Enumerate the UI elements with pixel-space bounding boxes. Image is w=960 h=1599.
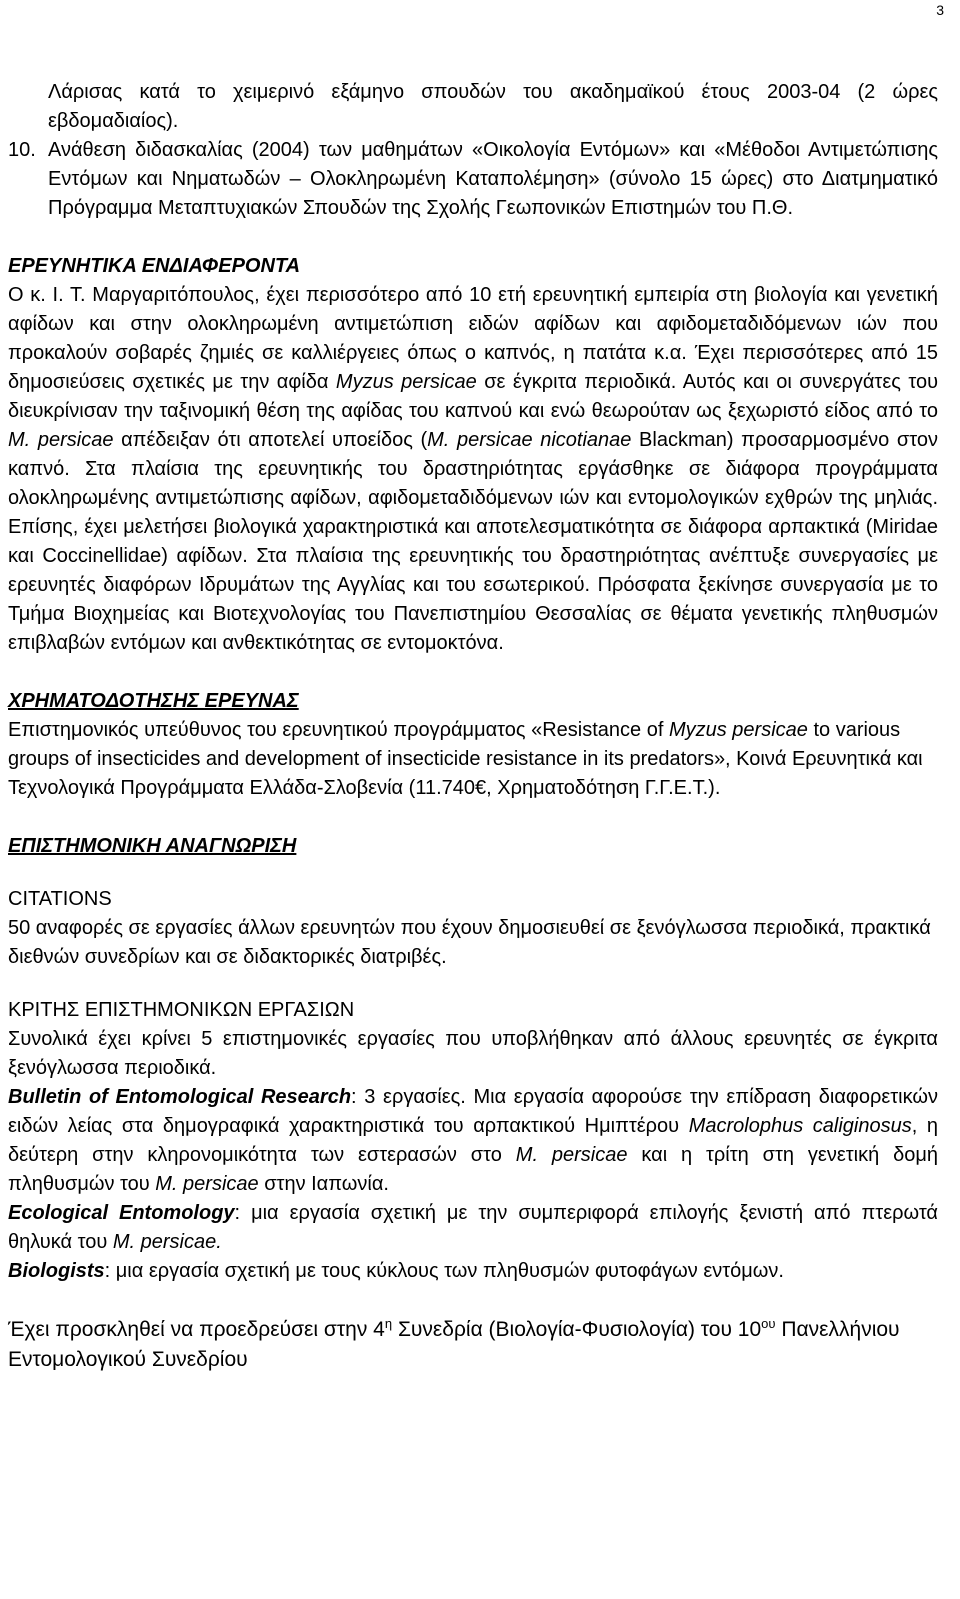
research-text-2: σε έγκριτα περιοδικά. Αυτός και οι συνεργάτες του διευκρίνισαν την ταξινομική θέση της αφίδας του καπνού και ενώ θεωρούταν ως ξεχωριστό είδος από το bbox=[8, 371, 939, 422]
page-number: 3 bbox=[936, 2, 944, 18]
list-item-number: 10. bbox=[8, 139, 36, 161]
species-name: M. persicae bbox=[8, 429, 114, 451]
journal-entry-bio bbox=[8, 1257, 938, 1286]
journal-text: , η δεύτερη στην κληρονομικότητα των εστερασών στο bbox=[8, 1115, 938, 1166]
research-text-3: απέδειξαν ότι αποτελεί υποείδος ( bbox=[121, 429, 428, 451]
invitation-text-2: Συνεδρία (Βιολογία-Φυσιολογία) του 10 bbox=[397, 1318, 762, 1341]
journal-name: Bulletin of Entomological Research bbox=[8, 1086, 352, 1108]
superscript: ου bbox=[761, 1316, 776, 1331]
invitation-text-1: Έχει προσκληθεί να προεδρεύσει στην 4 bbox=[8, 1318, 385, 1341]
journal-entry-ber bbox=[8, 1083, 938, 1199]
funding-heading: ΧΡΗΜΑΤΟΔΟΤΗΣΗΣ ΕΡΕΥΝΑΣ bbox=[8, 690, 299, 712]
journal-text: και η τρίτη στη γενετική δομή πληθυσμών του bbox=[8, 1144, 938, 1195]
species-name: M. persicae. bbox=[112, 1231, 222, 1253]
journal-text: στην Ιαπωνία. bbox=[264, 1173, 389, 1195]
document-body bbox=[8, 78, 938, 1375]
reviewer-heading: ΚΡΙΤΗΣ ΕΠΙΣΤΗΜΟΝΙΚΩΝ ΕΡΓΑΣΙΩΝ bbox=[8, 999, 355, 1021]
species-name: Macrolophus caliginosus bbox=[688, 1115, 912, 1137]
species-name: M. persicae nicotianae bbox=[427, 429, 632, 451]
research-paragraph bbox=[8, 281, 938, 658]
journal-name: Ecological Entomology bbox=[8, 1202, 235, 1224]
journal-text: : μια εργασία σχετική με τους κύκλους των πληθυσμών φυτοφάγων εντόμων. bbox=[104, 1260, 784, 1282]
invitation-text-3: Πανελλήνιου Εντομολογικού Συνεδρίου bbox=[8, 1318, 900, 1371]
journal-name: Biologists bbox=[8, 1260, 105, 1282]
reviewer-paragraph: Συνολικά έχει κρίνει 5 επιστημονικές εργασίες που υποβλήθηκαν από άλλους ερευνητές σε έγκριτα ξενόγλωσσα περιοδικά. bbox=[8, 1028, 938, 1079]
species-name: Myzus persicae bbox=[668, 719, 808, 741]
recognition-heading: ΕΠΙΣΤΗΜΟΝΙΚΗ ΑΝΑΓΝΩΡΙΣΗ bbox=[8, 835, 297, 857]
journal-entry-eco bbox=[8, 1199, 938, 1257]
list-item-10 bbox=[8, 136, 938, 223]
research-text-1: Ο κ. Ι. Τ. Μαργαριτόπουλος, έχει περισσότερο από 10 ετή ερευνητική εμπειρία στη βιολογία και γενετική αφίδων και στην ολοκληρωμένη αντιμετώπιση ειδών αφίδων και αφιδομεταδιδόμενων ιών που προκαλούν σοβαρές ζημιές σε καλλιέργειες όπως ο καπνός, η πατάτα κ.α. Έχει περισσότερες από 15 δημοσιεύσεις σχετικές με την αφίδα bbox=[8, 284, 938, 393]
research-heading: ΕΡΕΥΝΗΤΙΚΑ ΕΝΔΙΑΦΕΡΟΝΤΑ bbox=[8, 255, 301, 277]
species-name: M. persicae bbox=[155, 1173, 259, 1195]
funding-paragraph bbox=[8, 716, 938, 803]
citations-paragraph: 50 αναφορές σε εργασίες άλλων ερευνητών που έχουν δημοσιευθεί σε ξενόγλωσσα περιοδικά, πρακτικά διεθνών συνεδρίων και σε διδακτορικές διατριβές. bbox=[8, 917, 931, 968]
citations-heading: CITATIONS bbox=[8, 888, 112, 910]
funding-text-2: to various groups of insecticides and development of insecticide resistance in its predators», Κοινά Ερευνητικά και Τεχνολογικά Προγράμματα Ελλάδα-Σλοβενία (11.740€, Χρηματοδότηση Γ.Γ.Ε.Τ.). bbox=[8, 719, 923, 799]
species-name: Myzus persicae bbox=[335, 371, 477, 393]
funding-text-1: Επιστημονικός υπεύθυνος του ερευνητικού προγράμματος «Resistance of bbox=[8, 719, 664, 741]
superscript: η bbox=[384, 1316, 393, 1331]
species-name: M. persicae bbox=[515, 1144, 628, 1166]
list-item-text: Ανάθεση διδασκαλίας (2004) των μαθημάτων «Οικολογία Εντόμων» και «Μέθοδοι Αντιμετώπισης Εντόμων και Νηματωδών – Ολοκληρωμένη Καταπολέμηση» (σύνολο 15 ώρες) στο Διατμηματικό Πρόγραμμα Μεταπτυχιακών Σπουδών της Σχολής Γεωπονικών Επιστημών του Π.Θ. bbox=[48, 139, 938, 219]
journal-text: : μια εργασία σχετική με την συμπεριφορά επιλογής ξενιστή από πτερωτά θηλυκά του bbox=[8, 1202, 938, 1253]
invitation-paragraph bbox=[8, 1315, 938, 1375]
research-text-4: Blackman) προσαρμοσμένο στον καπνό. Στα πλαίσια της ερευνητικής του δραστηριότητας εργάσθηκε σε διάφορα προγράμματα ολοκληρωμένης αντιμετώπισης αφίδων, αφιδομεταδιδόμενων ιών και εντομολογικών εχθρών της μηλιάς. Επίσης, έχει μελετήσει βιολογικά χαρακτηριστικά και αποτελεσματικότητα σε διάφορα αρπακτικά (Miridae και Coccinellidae) αφίδων. Στα πλαίσια της ερευνητικής του δραστηριότητας ανέπτυξε συνεργασίες με ερευνητές διαφόρων Ιδρυμάτων της Αγγλίας και του εσωτερικού. Πρόσφατα ξεκίνησε συνεργασία με το Τμήμα Βιοχημείας και Βιοτεχνολογίας του Πανεπιστημίου Θεσσαλίας σε θέματα γενετικής πληθυσμών επιβλαβών εντόμων και ανθεκτικότητας σε εντομοκτόνα. bbox=[8, 429, 939, 654]
journal-text: : 3 εργασίες. Μια εργασία αφορούσε την επίδραση διαφορετικών ειδών λείας στα δημογραφικά χαρακτηριστικά του αρπακτικού Ημιπτέρου bbox=[8, 1086, 938, 1137]
intro-continuation: Λάρισας κατά το χειμερινό εξάμηνο σπουδών του ακαδημαϊκού έτους 2003-04 (2 ώρες εβδομαδιαίος). bbox=[48, 81, 938, 132]
